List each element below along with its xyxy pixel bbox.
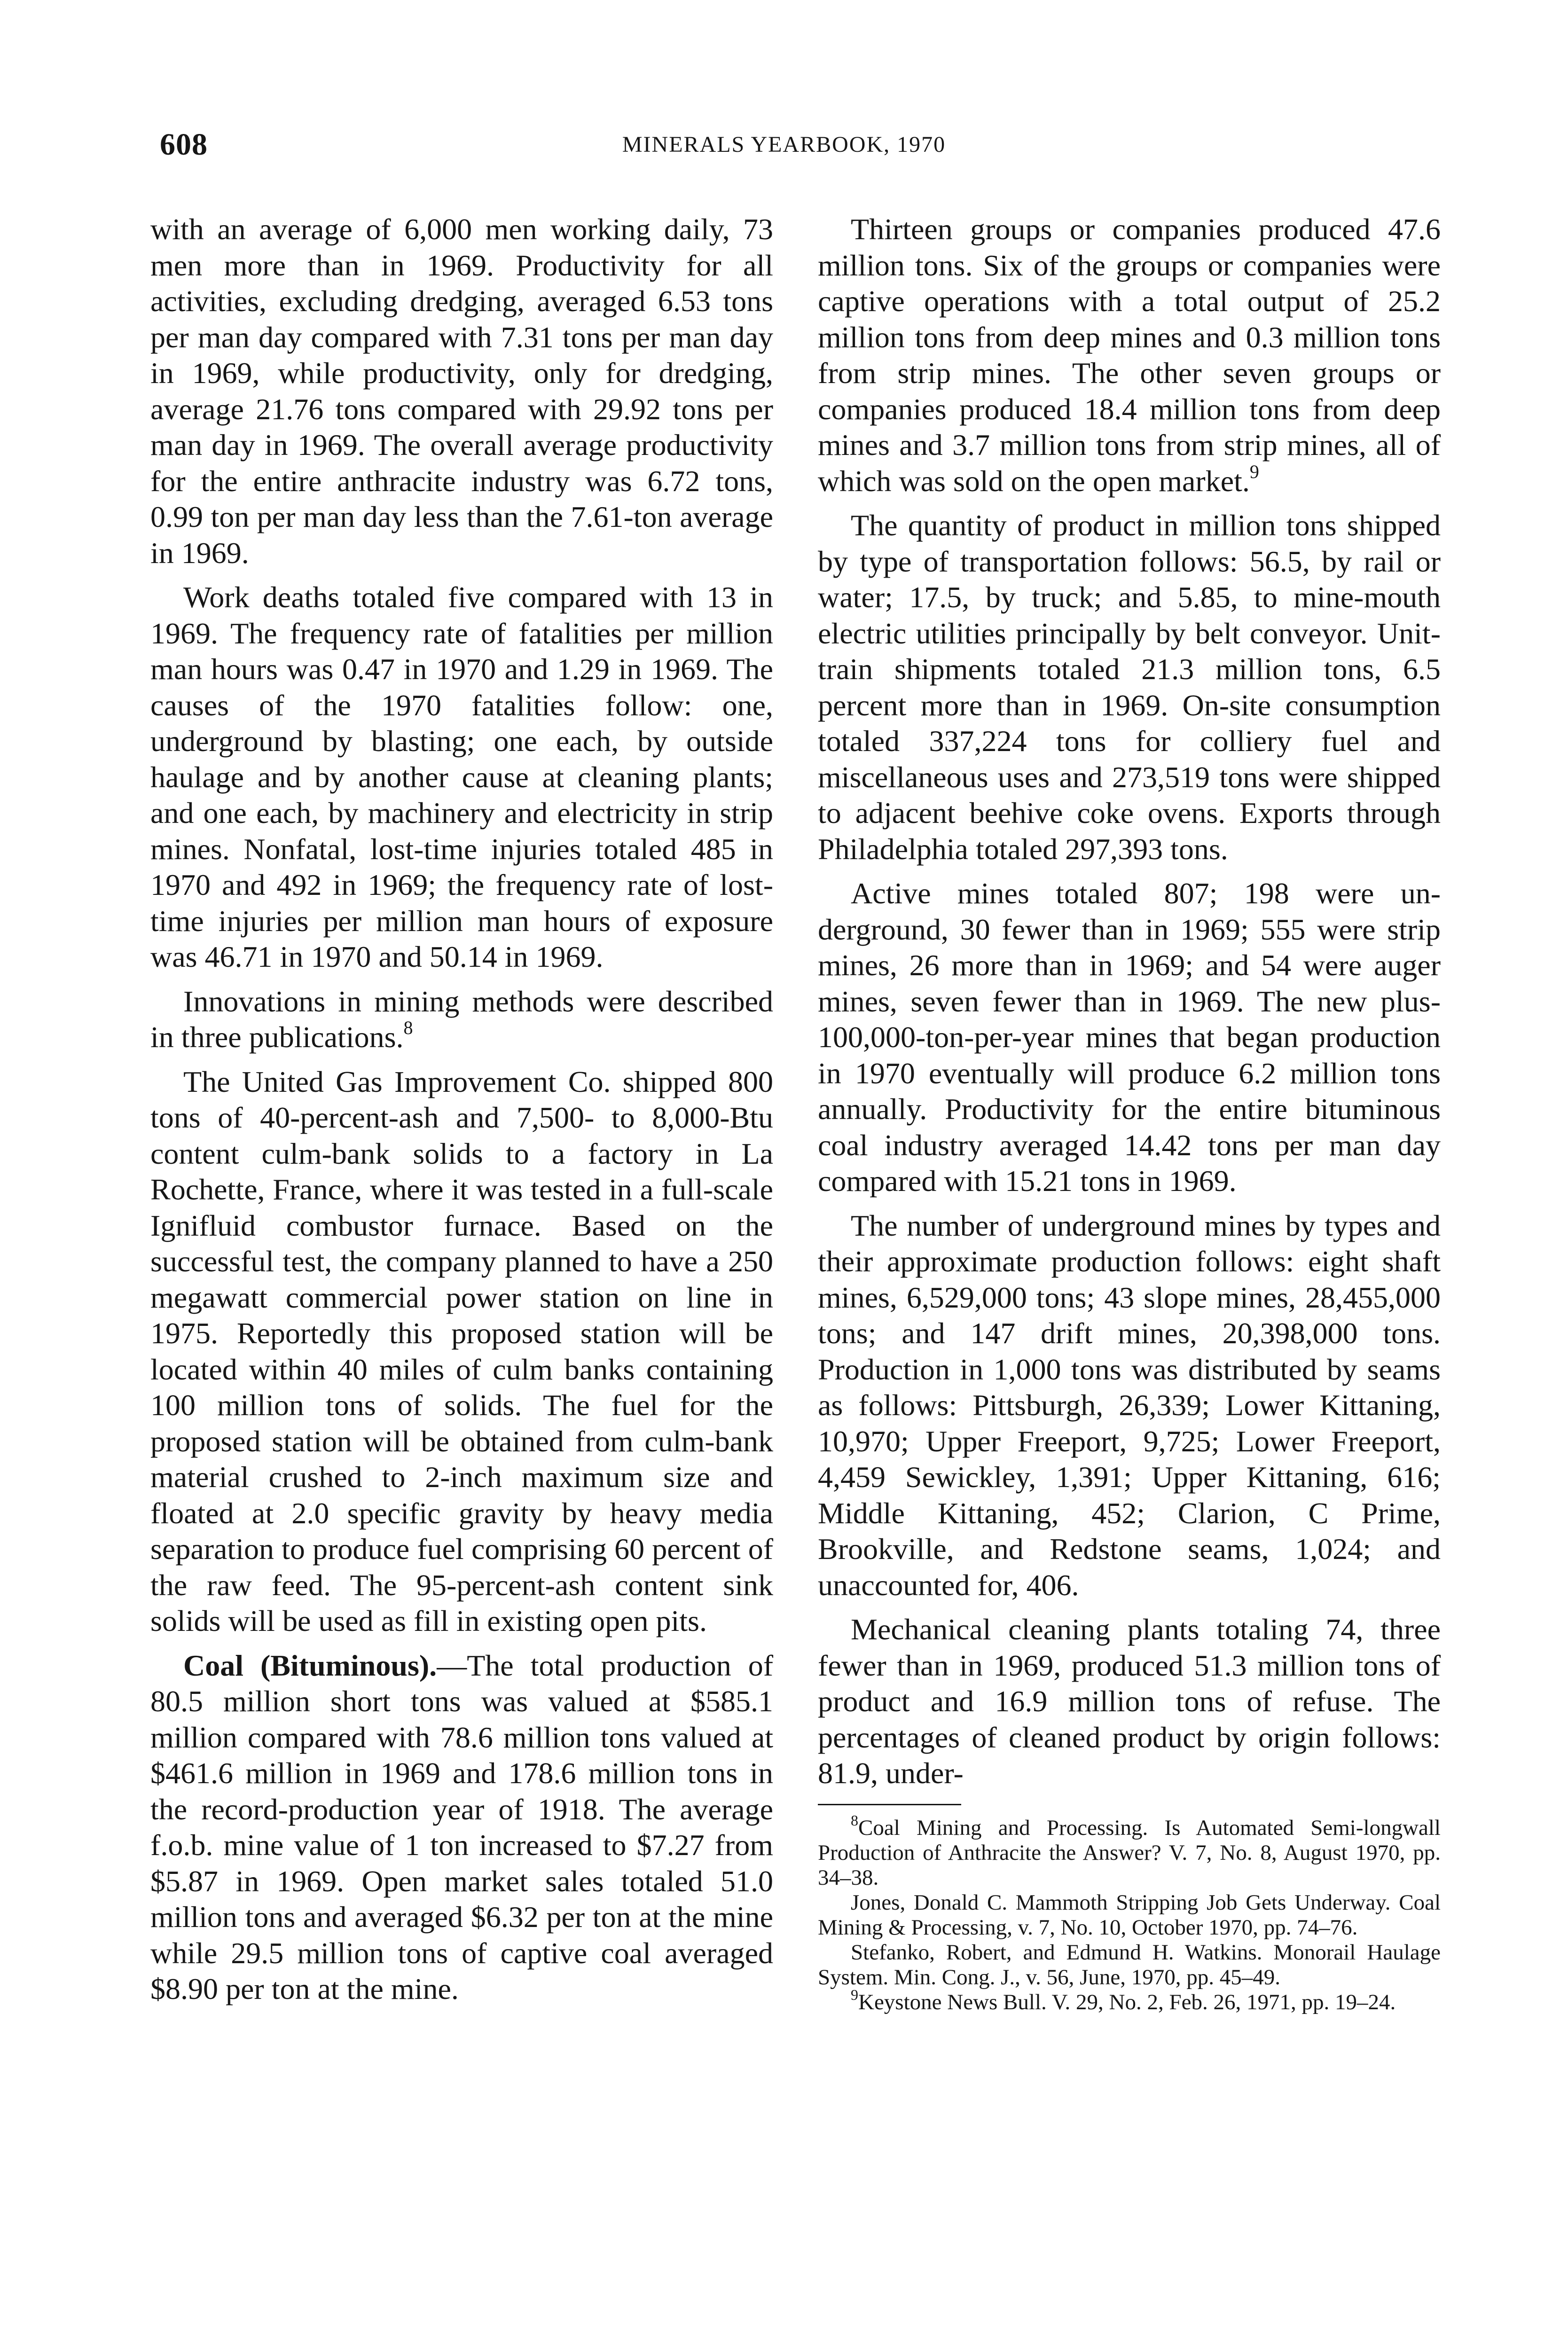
running-head bbox=[0, 127, 1568, 164]
paragraph-coal-bituminous-text: —The total production of 80.5 million short tons was valued at $585.1 million compared with 78.6 million tons valued at $461.6 million in 1969 and 178.6 million tons in the record-production year of 1918. The average f.o.b. mine value of 1 ton increased to $7.27 from $5.87 in 1969. Open market sales totaled 51.0 million tons and averaged $6.32 per ton at the mine while 29.5 million tons of captive coal averaged $8.90 per ton at the mine. bbox=[150, 1648, 774, 2005]
paragraph-thirteen-groups-text: Thirteen groups or companies produced 47.6 million tons. Six of the groups or companies were captive operations with a total output of 25.2 million tons from deep mines and 0.3 million tons from strip mines. The other seven groups or companies produced 18.4 million tons from deep mines and 3.7 million tons from strip mines, all of which was sold on the open market. bbox=[818, 212, 1441, 498]
footnote-9-entry bbox=[818, 1986, 1441, 2015]
footnotes bbox=[818, 1811, 1441, 2015]
paragraph-thirteen-groups bbox=[818, 212, 1441, 499]
footnote-8-entry-2: Jones, Donald C. Mammoth Stripping Job Gets Underway. Coal Mining & Processing, v. 7, No. 10, October 1970, pp. 74–76. bbox=[818, 1890, 1441, 1940]
footnote-ref-9: 9 bbox=[1249, 461, 1259, 482]
footnote-ref-8: 8 bbox=[403, 1017, 413, 1038]
paragraph-united-gas: The United Gas Improvement Co. shipped 800 tons of 40-percent-ash and 7,500- to 8,000-Btu content culm-bank solids to a factory in La Rochette, France, where it was tested in a full-scale Ignifluid combustor furnace. Based on the successful test, the company planned to have a 250 megawatt commercial power station on line in 1975. Reportedly this proposed station will be located within 40 miles of culm banks containing 100 million tons of solids. The fuel for the proposed station will be obtained from culm-bank material crushed to 2-inch maximum size and floated at 2.0 specific gravity by heavy media separation to produce fuel comprising 60 percent of the raw feed. The 95-percent-ash content sink solids will be used as fill in existing open pits. bbox=[150, 1065, 773, 1637]
footnote-8-marker: 8 bbox=[851, 1811, 858, 1829]
paragraph-cleaning-plants: Mechanical cleaning plants totaling 74, three fewer than in 1969, produced 51.3 million tons of product and 16.9 million tons of refuse. The percentages of cleaned product by origin follows: 81.9, under- bbox=[818, 1613, 1441, 1790]
paragraph-underground-mines: The number of underground mines by types and their approximate production follows: eight shaft mines, 6,529,000 tons; 43 slope mines, 28,455,000 tons; and 147 drift mines, 20,398,000 tons. Production in 1,000 tons was distributed by seams as follows: Pittsburgh, 26,339; Lower Kittaning, 10,970; Upper Freeport, 9,725; Lower Freeport, 4,459 Sewickley, 1,391; Upper Kittaning, 616; Middle Kittaning, 452; Clarion, C Prime, Brookville, and Redstone seams, 1,024; and unaccounted for, 406. bbox=[818, 1208, 1441, 1602]
paragraph-innovations-text: Innovations in mining methods were described in three publications. bbox=[150, 984, 773, 1054]
paragraph-coal-bituminous bbox=[150, 1648, 773, 2007]
footnote-8-entry-3: Stefanko, Robert, and Edmund H. Watkins. Monorail Haulage System. Min. Cong. J., v. 56, June, 1970, pp. 45–49. bbox=[818, 1940, 1441, 1990]
page-number: 608 bbox=[160, 127, 208, 162]
footnote-8-text-1: Coal Mining and Processing. Is Automated Semi-longwall Production of Anthracite the Answer? V. 7, No. 8, August 1970, pp. 34–38. bbox=[818, 1815, 1441, 1890]
section-heading-bituminous: Coal (Bituminous). bbox=[183, 1648, 437, 1682]
paragraph-transportation: The quantity of product in million tons shipped by type of transportation follows: 56.5, by rail or water; 17.5, by truck; and 5.85, to mine-mouth electric utilities principally by belt conveyor. Unit-train shipments totaled 21.3 million tons, 6.5 percent more than in 1969. On-site consumption totaled 337,224 tons for colliery fuel and miscellaneous uses and 273,519 tons were shipped to adjacent beehive coke ovens. Exports through Philadelphia totaled 297,393 tons. bbox=[818, 509, 1441, 866]
footnote-divider bbox=[818, 1804, 961, 1805]
paragraph-anthracite-productivity: with an average of 6,000 men working daily, 73 men more than in 1969. Productivity for all activities, excluding dredging, averaged 6.53 tons per man day compared with 7.31 tons per man day in 1969, while productivity, only for dredging, average 21.76 tons compared with 29.92 tons per man day in 1969. The overall average productivity for the entire anthracite industry was 6.72 tons, 0.99 ton per man day less than the 7.61-ton average in 1969. bbox=[150, 212, 773, 570]
footnote-9-text: Keystone News Bull. V. 29, No. 2, Feb. 26, 1971, pp. 19–24. bbox=[858, 1990, 1396, 2014]
running-title: MINERALS YEARBOOK, 1970 bbox=[622, 132, 946, 157]
left-column bbox=[150, 212, 773, 2016]
paragraph-active-mines: Active mines totaled 807; 198 were underground, 30 fewer than in 1969; 555 were strip mines, 26 more than in 1969; and 54 were auger mines, seven fewer than in 1969. The new plus-100,000-ton-per-year mines that began production in 1970 eventually will produce 6.2 million tons annually. Productivity for the entire bituminous coal industry averaged 14.42 tons per man day compared with 15.21 tons in 1969. bbox=[818, 877, 1441, 1198]
paragraph-work-deaths: Work deaths totaled five compared with 13 in 1969. The frequency rate of fatalities per million man hours was 0.47 in 1970 and 1.29 in 1969. The causes of the 1970 fatalities follow: one, underground by blasting; one each, by outside haulage and by another cause at cleaning plants; and one each, by machinery and electricity in strip mines. Nonfatal, lost-time injuries totaled 485 in 1970 and 492 in 1969; the frequency rate of lost-time injuries per million man hours of exposure was 46.71 in 1970 and 50.14 in 1969. bbox=[150, 580, 773, 973]
footnote-9-marker: 9 bbox=[851, 1986, 858, 2003]
paragraph-innovations bbox=[150, 984, 773, 1056]
right-column bbox=[818, 212, 1441, 2015]
footnote-8-entry-1 bbox=[818, 1811, 1441, 1890]
